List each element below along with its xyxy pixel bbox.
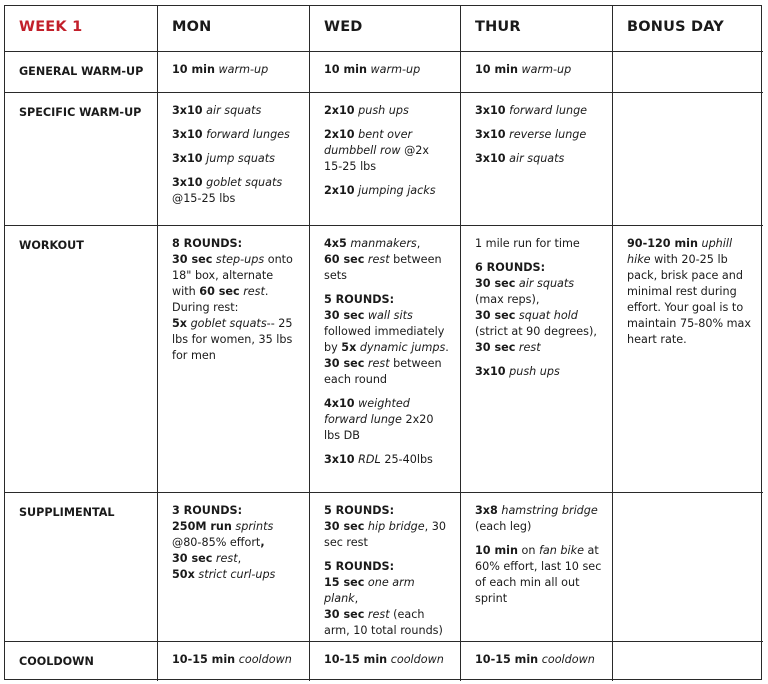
bold-text: 5x [341,341,357,354]
italic-text: push ups [509,365,560,378]
bold-text: 10 min [324,63,367,76]
italic-text: sprints [235,520,274,533]
italic-text: cooldown [541,653,595,666]
cell-paragraph [475,260,602,356]
bold-text: 30 sec [324,357,365,370]
text-run: , [354,592,359,605]
italic-text: manmakers [350,237,417,250]
text-run: (max reps), [475,293,540,306]
italic-text: goblet squats [206,176,283,189]
cell-paragraph [172,62,299,78]
italic-text: push ups [358,104,409,117]
bold-text: 4x5 [324,237,347,250]
cell-paragraph [324,503,450,551]
bold-text: 3x10 [172,152,203,165]
text-run: onto 18" box, alternate with [172,253,293,298]
cell-general-bonus [613,52,763,93]
italic-text: air squats [206,104,262,117]
italic-text: rest [215,552,238,565]
text-run: , 30 sec rest [324,520,447,549]
italic-text: rest [518,341,541,354]
text-run: . [264,285,269,298]
cell-paragraph [324,559,450,639]
text-run: , [237,552,242,565]
bold-text: 30 sec [475,341,516,354]
italic-text: cooldown [238,653,292,666]
header-thur: THUR [461,6,613,52]
bold-text: 30 sec [324,309,365,322]
bold-text: 30 sec [475,277,516,290]
text-run: 1 mile run for time [475,237,580,250]
bold-text: 3x10 [172,128,203,141]
italic-text: rest [367,253,390,266]
bold-text: 10-15 min [324,653,388,666]
italic-text: rest [243,285,265,298]
text-run: -- 25 lbs for women, 35 lbs for men [172,317,293,362]
bold-text: 10-15 min [172,653,236,666]
bold-text: 2x10 [324,104,355,117]
italic-text: jump squats [206,152,275,165]
cell-cooldown-thur [461,642,613,681]
bold-text: 6 ROUNDS: [475,261,546,274]
cell-paragraph [324,62,450,78]
bold-text: 3x10 [475,128,506,141]
cell-paragraph [172,103,299,119]
bold-text: 60 sec [199,285,240,298]
cell-paragraph [475,127,602,143]
cell-paragraph [475,62,602,78]
bold-text: 5 ROUNDS: [324,293,395,306]
cell-paragraph [475,151,602,167]
bold-text: 10 min [475,544,518,557]
cell-workout-mon [158,226,310,493]
cell-cooldown-bonus [613,642,763,681]
italic-text: reverse lunge [509,128,587,141]
italic-text: weighted forward lunge [324,397,410,426]
row-label-cooldown: COOLDOWN [5,642,158,681]
italic-text: wall sits [367,309,413,322]
italic-text: forward lunges [206,128,290,141]
cell-paragraph [324,396,450,444]
bold-text: 5 ROUNDS: [324,560,395,573]
italic-text: warm-up [218,63,269,76]
bold-text: 60 sec [324,253,365,266]
text-run: with 20-25 lb pack, brisk pace and minimal rest during effort. Your goal is to maintain 75-80% max heart rate. [627,253,752,346]
text-run: on [517,544,539,557]
cell-cooldown-wed [310,642,461,681]
cell-workout-wed [310,226,461,493]
row-label-workout: WORKOUT [5,226,158,493]
italic-text: squat hold [518,309,578,322]
cell-supplimental-thur [461,493,613,642]
cell-workout-bonus [613,226,763,493]
cell-specific-mon [158,93,310,226]
cell-paragraph [324,183,450,199]
bold-text: 2x10 [324,184,355,197]
cell-supplimental-bonus [613,493,763,642]
text-run: between each round [324,357,442,386]
bold-text: 3 ROUNDS: [172,504,243,517]
cell-paragraph [475,543,602,607]
text-run: During rest: [172,301,239,314]
bold-text: 30 sec [172,253,213,266]
bold-text: 3x10 [172,176,203,189]
cell-general-wed [310,52,461,93]
bold-text: 3x10 [172,104,203,117]
cell-paragraph [324,452,450,468]
italic-text: bent over dumbbell row [324,128,413,157]
cell-specific-wed [310,93,461,226]
italic-text: uphill hike [627,237,733,266]
bold-text: 30 sec [172,552,213,565]
italic-text: warm-up [370,63,421,76]
cell-general-thur [461,52,613,93]
bold-text: 3x10 [324,453,355,466]
cell-paragraph [172,127,299,143]
italic-text: hamstring bridge [501,504,598,517]
bold-text: 30 sec [324,520,365,533]
cell-paragraph [475,103,602,119]
cell-paragraph [475,364,602,380]
bold-text: 4x10 [324,397,355,410]
cell-general-mon [158,52,310,93]
cell-paragraph [475,503,602,535]
cell-paragraph [324,103,450,119]
cell-specific-bonus [613,93,763,226]
italic-text: one arm plank [324,576,415,605]
bold-text: 3x10 [475,365,506,378]
cell-paragraph [324,292,450,388]
text-run: @2x 15-25 lbs [324,144,430,173]
bold-text: 90-120 min [627,237,698,250]
cell-paragraph [172,503,299,583]
row-label-supplimental: SUPPLIMENTAL [5,493,158,642]
italic-text: step-ups [215,253,265,266]
italic-text: air squats [518,277,575,290]
bold-text: 15 sec [324,576,365,589]
text-run: between sets [324,253,442,282]
cell-paragraph [324,652,450,668]
bold-text: 5x [172,317,188,330]
bold-text: 10 min [172,63,215,76]
header-mon: MON [158,6,310,52]
italic-text: RDL [358,453,381,466]
text-run: @80-85% effort [172,536,261,549]
text-run: (strict at 90 degrees), [475,325,597,338]
workout-schedule-table [4,5,762,680]
row-label-general-warm-up: GENERAL WARM-UP [5,52,158,93]
cell-paragraph [172,236,299,364]
cell-specific-thur [461,93,613,226]
cell-supplimental-mon [158,493,310,642]
bold-text: 50x [172,568,195,581]
cell-paragraph [172,175,299,207]
bold-text: 8 ROUNDS: [172,237,243,250]
bold-text: , [260,536,265,549]
bold-text: 2x10 [324,128,355,141]
cell-workout-thur [461,226,613,493]
text-run: 2x20 lbs DB [324,413,434,442]
italic-text: strict curl-ups [198,568,276,581]
italic-text: goblet squats [190,317,267,330]
italic-text: dynamic jumps [359,341,446,354]
cell-paragraph [475,652,602,668]
row-label-specific-warm-up: SPECIFIC WARM-UP [5,93,158,226]
header-wed: WED [310,6,461,52]
bold-text: 3x10 [475,152,506,165]
italic-text: forward lunge [509,104,588,117]
italic-text: hip bridge [367,520,425,533]
bold-text: 30 sec [475,309,516,322]
header-week: WEEK 1 [5,6,158,52]
bold-text: 5 ROUNDS: [324,504,395,517]
italic-text: rest [367,357,390,370]
text-run: (each leg) [475,520,532,533]
cell-paragraph [324,236,450,284]
text-run: . [445,341,449,354]
cell-paragraph [172,652,299,668]
bold-text: 10 min [475,63,518,76]
italic-text: fan bike [538,544,584,557]
text-run: 25-40lbs [380,453,433,466]
text-run: @15-25 lbs [172,192,236,205]
bold-text: 3x10 [475,104,506,117]
cell-paragraph [324,127,450,175]
italic-text: cooldown [390,653,444,666]
text-run: (each arm, 10 total rounds) [324,608,443,637]
cell-paragraph [172,151,299,167]
italic-text: air squats [509,152,565,165]
header-bonus-day: BONUS DAY [613,6,763,52]
bold-text: 250M run [172,520,232,533]
cell-cooldown-mon [158,642,310,681]
bold-text: 30 sec [324,608,365,621]
text-run: , [416,237,421,250]
italic-text: rest [367,608,390,621]
text-run: followed immediately by [324,325,445,354]
bold-text: 3x8 [475,504,498,517]
italic-text: jumping jacks [358,184,436,197]
bold-text: 10-15 min [475,653,539,666]
text-run: at 60% effort, last 10 sec of each min all out sprint [475,544,602,605]
cell-paragraph [627,236,753,348]
cell-paragraph [475,236,602,252]
cell-supplimental-wed [310,493,461,642]
italic-text: warm-up [521,63,572,76]
